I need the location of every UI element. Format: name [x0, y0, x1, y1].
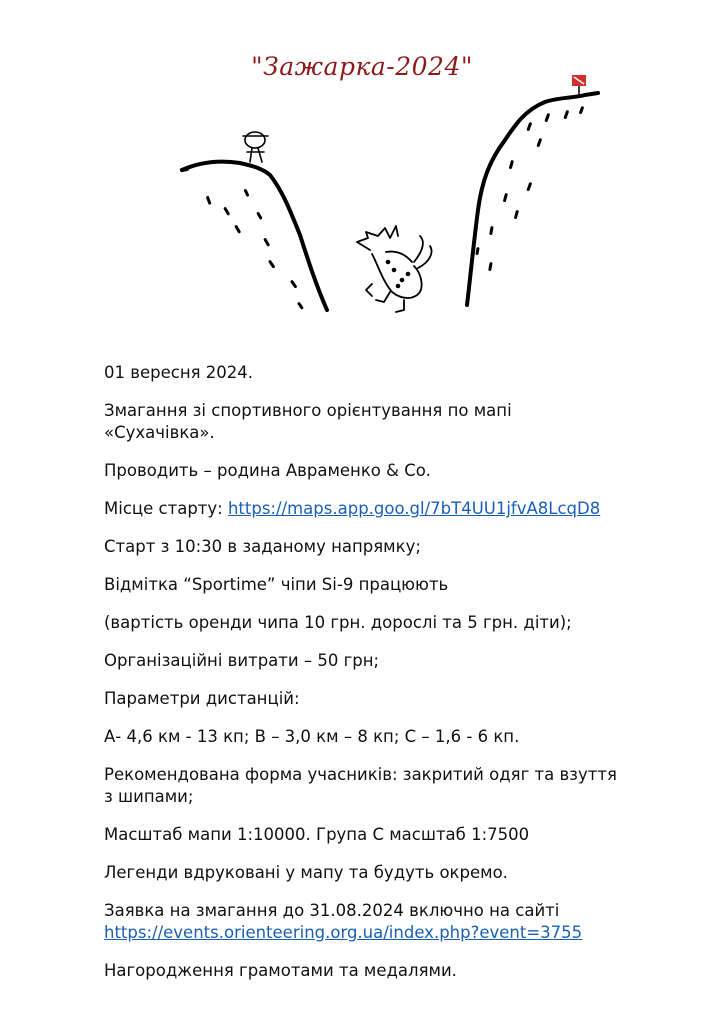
map-scale: Масштаб мапи 1:10000. Група С масштаб 1:7500: [104, 825, 530, 844]
cliffs-illustration: [0, 0, 724, 330]
marking-info: Відмітка “Sportime” чіпи Si-9 працюють: [104, 575, 449, 594]
flag-icon: [572, 75, 586, 95]
event-date: 01 вересня 2024.: [104, 363, 254, 382]
start-place: [104, 498, 704, 520]
competition-line-1: Змагання зі спортивного орієнтування по мапі: [104, 401, 512, 420]
start-place-label: Місце старту:: [104, 499, 228, 518]
announcement-body: [104, 362, 704, 998]
registration-link[interactable]: https://events.orienteering.org.ua/index.php?event=3755: [104, 923, 583, 942]
outfit-line-1: Рекомендована форма учасників: закритий одяг та взуття: [104, 765, 617, 784]
organizer: Проводить – родина Авраменко & Co.: [104, 461, 431, 480]
competition-line-2: «Сухачівка».: [104, 423, 215, 442]
right-cliff-texture: [475, 106, 584, 271]
rent-info: (вартість оренди чипа 10 грн. дорослі та 5 грн. діти);: [104, 613, 572, 632]
start-time: Старт з 10:30 в заданому напрямку;: [104, 537, 421, 556]
crocodile-figure: [357, 226, 432, 312]
left-cliff: [182, 162, 327, 310]
distance-params: А- 4,6 км - 13 кп; В – 3,0 км – 8 кп; С – 1,6 - 6 кп.: [104, 727, 520, 746]
registration-text: Заявка на змагання до 31.08.2024 включно на сайті: [104, 901, 560, 920]
competition-description: [104, 400, 704, 444]
outfit-recommendation: [104, 764, 704, 808]
awards-info: Нагородження грамотами та медалями.: [104, 961, 457, 980]
start-place-link[interactable]: https://maps.app.goo.gl/7bT4UU1jfvA8LcqD8: [227, 499, 601, 518]
fee-info: Організаційні витрати – 50 грн;: [104, 651, 380, 670]
legends-info: Легенди вдруковані у мапу та будуть окремо.: [104, 863, 508, 882]
outfit-line-2: з шипами;: [104, 787, 194, 806]
hiker-figure: [243, 132, 268, 162]
right-cliff: [467, 93, 598, 305]
params-label: Параметри дистанцій:: [104, 689, 300, 708]
registration-info: [104, 900, 704, 944]
page-title: "Зажарка-2024": [251, 52, 473, 81]
